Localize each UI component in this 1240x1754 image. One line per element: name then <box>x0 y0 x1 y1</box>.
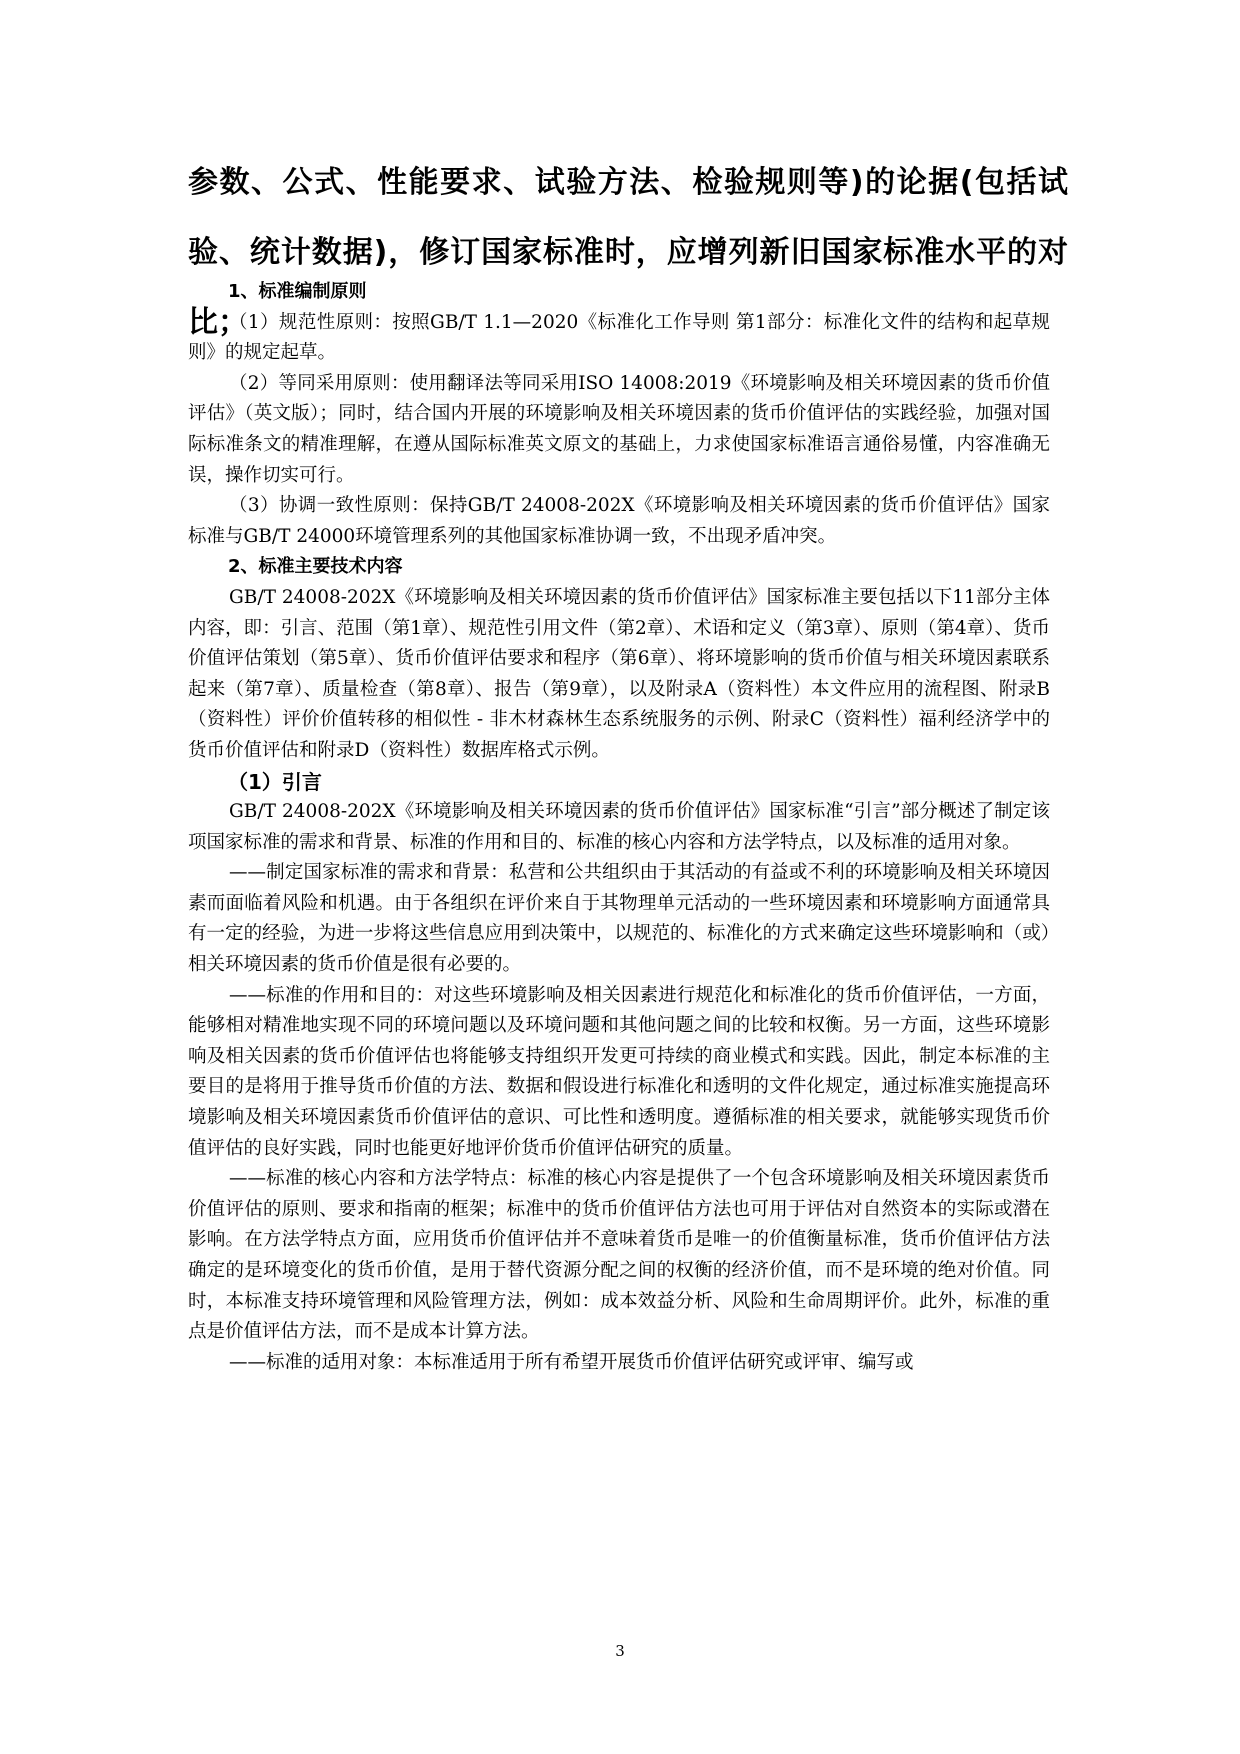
paragraph-applicable-objects: ——标准的适用对象：本标准适用于所有希望开展货币价值评估研究或评审、编写或 <box>229 1351 914 1373</box>
document-body <box>188 277 1050 1378</box>
subsection-heading-introduction: （1）引言 <box>228 769 322 794</box>
paragraph-introduction-overview: GB/T 24008-202X《环境影响及相关环境因素的货币价值评估》国家标准“引言”部分概述了制定该项国家标准的需求和背景、标准的作用和目的、标准的核心内容和方法学特点，以及标准的适用对象。 <box>188 801 1050 853</box>
section-heading-technical-content: 2、标准主要技术内容 <box>228 556 403 578</box>
page-number: 3 <box>615 1642 625 1660</box>
paragraph-role-purpose: ——标准的作用和目的：对这些环境影响及相关因素进行规范化和标准化的货币价值评估，一方面，能够相对精准地实现不同的环境问题以及环境问题和其他问题之间的比较和权衡。另一方面，这些环境影响及相关因素的货币价值评估也将能够支持组织开发更可持续的商业模式和实践。因此，制定本标准的主要目的是将用于推导货币价值的方法、数据和假设进行标准化和透明的文件化规定，通过标准实施提高环境影响及相关环境因素货币价值评估的意识、可比性和透明度。遵循标准的相关要求，就能够实现货币价值评估的良好实践，同时也能更好地评价货币价值评估研究的质量。 <box>188 984 1050 1159</box>
paragraph-identical-adoption: （2）等同采用原则：使用翻译法等同采用ISO 14008:2019《环境影响及相关环境因素的货币价值评估》（英文版）；同时，结合国内开展的环境影响及相关环境因素的货币价值评估的实践经验，加强对国际标准条文的精准理解，在遵从国际标准英文原文的基础上，力求使国家标准语言通俗易懂，内容准确无误，操作切实可行。 <box>188 372 1050 486</box>
paragraph-core-content: ——标准的核心内容和方法学特点：标准的核心内容是提供了一个包含环境影响及相关环境因素货币价值评估的原则、要求和指南的框架；标准中的货币价值评估方法也可用于评估对自然资本的实际或潜在影响。在方法学特点方面，应用货币价值评估并不意味着货币是唯一的价值衡量标准，货币价值评估方法确定的是环境变化的货币价值，是用于替代资源分配之间的权衡的经济价值，而不是环境的绝对价值。同时，本标准支持环境管理和风险管理方法，例如：成本效益分析、风险和生命周期评价。此外，标准的重点是价值评估方法，而不是成本计算方法。 <box>188 1168 1050 1343</box>
paragraph-normative-principle: （1）规范性原则：按照GB/T 1.1—2020《标准化工作导则 第1部分：标准化文件的结构和起草规则》的规定起草。 <box>188 311 1050 364</box>
intro-paragraph: 参数、公式、性能要求、试验方法、检验规则等)的论据(包括试验、统计数据)，修订国家标准时，应增列新旧国家标准水平的对比； <box>188 165 1068 340</box>
paragraph-main-content: GB/T 24008-202X《环境影响及相关环境因素的货币价值评估》国家标准主要包括以下11部分主体内容，即：引言、范围（第1章）、规范性引用文件（第2章）、术语和定义（第3章）、原则（第4章）、货币价值评估策划（第5章）、货币价值评估要求和程序（第6章）、将环境影响的货币价值与相关环境因素联系起来（第7章）、质量检查（第8章）、报告（第9章），以及附录A（资料性）本文件应用的流程图、附录B（资料性）评价价值转移的相似性 - 非木材森林生态系统服务的示例、附录C（资料性）福利经济学中的货币价值评估和附录D（资料性）数据库格式示例。 <box>188 586 1050 761</box>
paragraph-needs-background: ——制定国家标准的需求和背景：私营和公共组织由于其活动的有益或不利的环境影响及相关环境因素而面临着风险和机遇。由于各组织在评价来自于其物理单元活动的一些环境因素和环境影响方面通常具有一定的经验，为进一步将这些信息应用到决策中，以规范的、标准化的方式来确定这些环境影响和（或）相关环境因素的货币价值是很有必要的。 <box>188 862 1050 976</box>
section-heading-principles: 1、标准编制原则 <box>228 281 367 302</box>
paragraph-coordination-principle: （3）协调一致性原则：保持GB/T 24008-202X《环境影响及相关环境因素的货币价值评估》国家标准与GB/T 24000环境管理系列的其他国家标准协调一致，不出现矛盾冲突。 <box>188 495 1050 547</box>
